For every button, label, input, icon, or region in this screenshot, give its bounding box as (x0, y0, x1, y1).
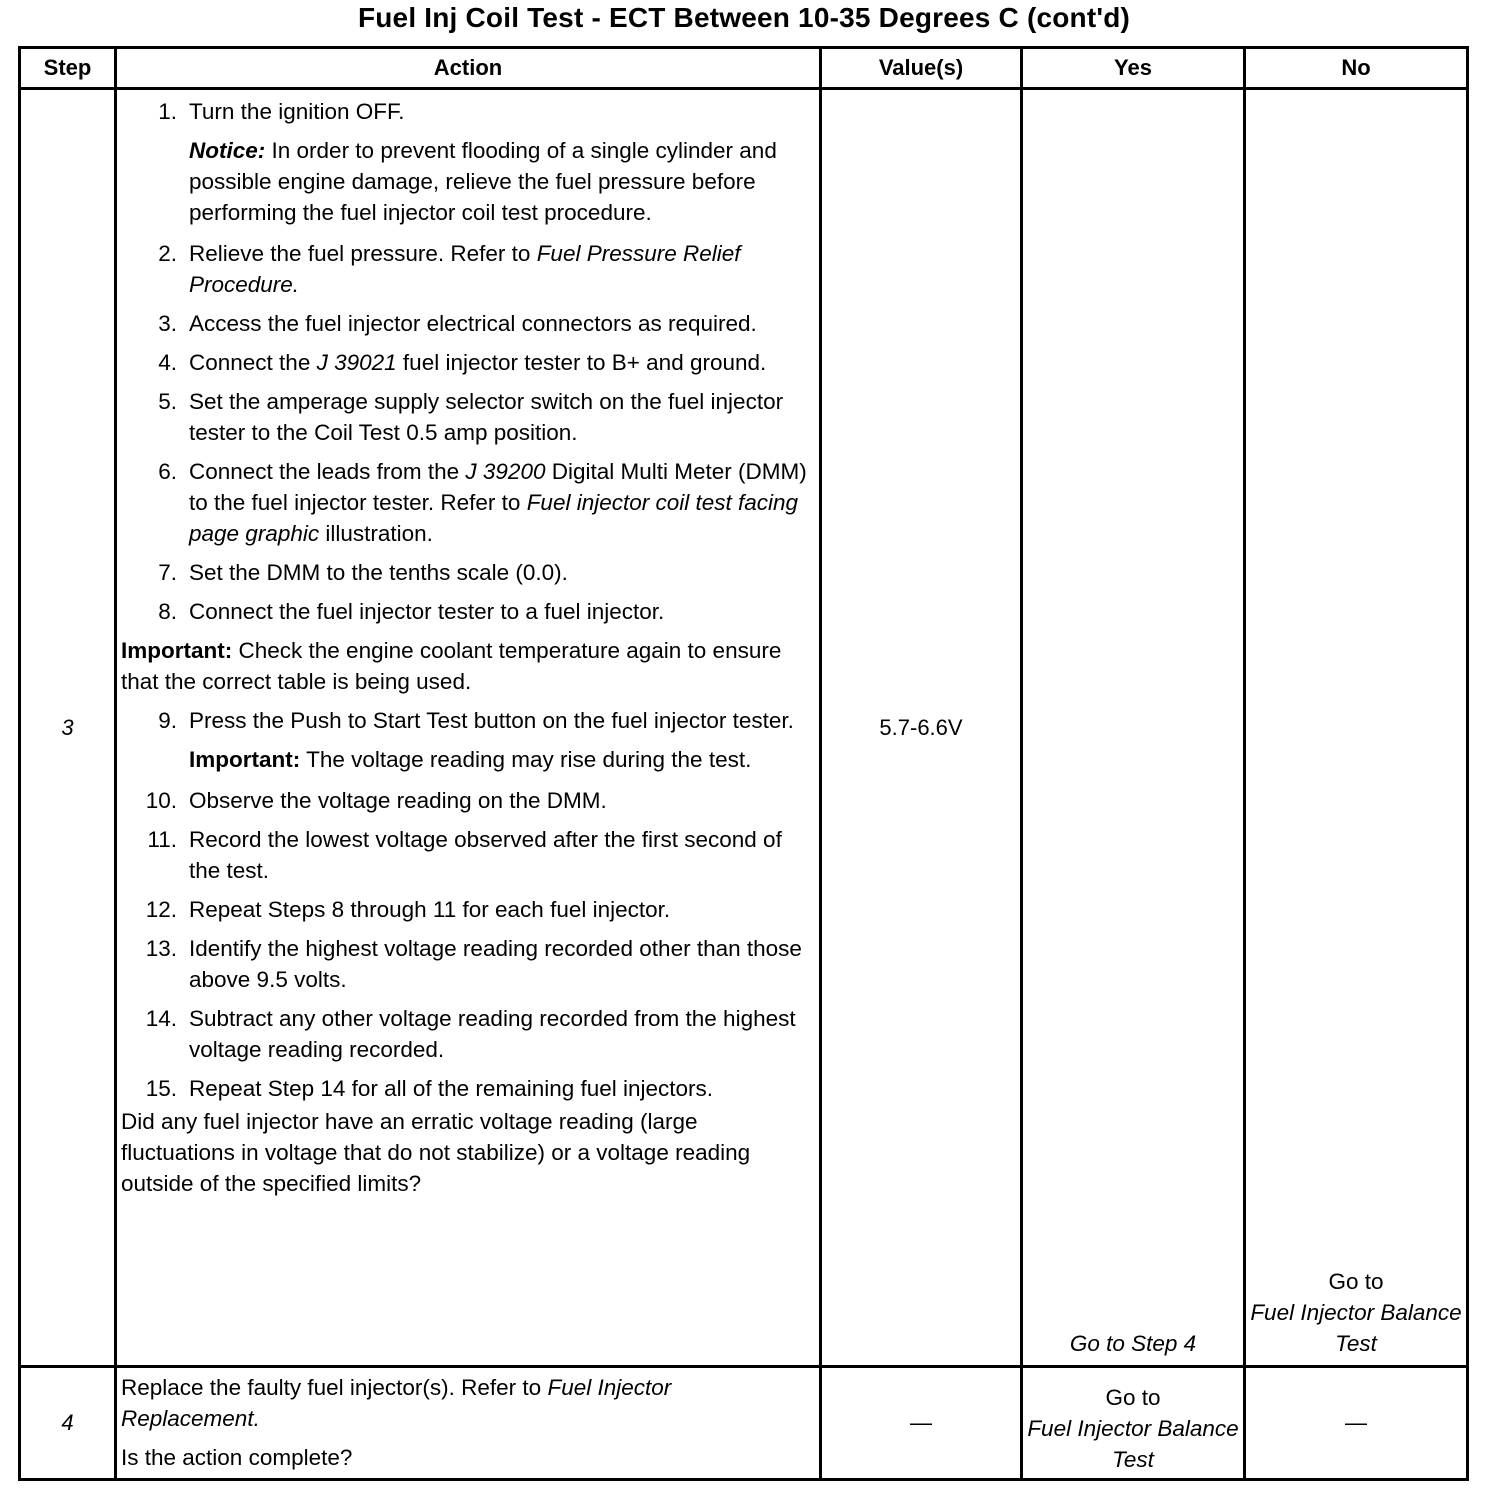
notice-text: In order to prevent flooding of a single cylinder and possible engine damage, relieve the fuel pressure before performing the fuel injector coil test procedure. (189, 138, 777, 225)
step-text: Repeat Steps 8 through 11 for each fuel injector. (189, 897, 671, 922)
step-text: Access the fuel injector electrical connectors as required. (189, 311, 757, 336)
value-cell: — (821, 1367, 1022, 1480)
yes-link[interactable]: Fuel Injector Balance Test (1027, 1416, 1239, 1472)
list-item (121, 347, 809, 378)
list-item (121, 824, 809, 886)
list-item (121, 894, 809, 925)
reference-link[interactable]: Fuel injector coil test facing page graphic (189, 490, 799, 546)
action-cell (116, 1367, 821, 1480)
step-text: Connect the leads from the (189, 459, 466, 484)
important-block (121, 635, 809, 697)
step-index: 13. (145, 936, 177, 961)
important-label: Important: (121, 638, 233, 663)
list-item (121, 933, 809, 995)
header-step: Step (20, 48, 116, 89)
step-text: Observe the voltage reading on the DMM. (189, 788, 607, 813)
step-text: Replace the faulty fuel injector(s). Refer to (121, 1375, 548, 1400)
important-text: The voltage reading may rise during the test. (300, 747, 752, 772)
step-index: 3. (158, 311, 177, 336)
value-cell: 5.7-6.6V (821, 89, 1022, 1367)
step-text: Subtract any other voltage reading recorded from the highest voltage reading recorded. (189, 1006, 796, 1062)
step-number: 4 (20, 1367, 116, 1480)
no-cell (1245, 89, 1468, 1367)
step-text: Connect the (189, 350, 317, 375)
step-number: 3 (20, 89, 116, 1367)
step-index: 10. (145, 788, 177, 813)
yes-link[interactable]: Go to Step 4 (1069, 1331, 1197, 1356)
list-item (121, 785, 809, 816)
step-text: Relieve the fuel pressure. Refer to (189, 241, 537, 266)
header-values: Value(s) (821, 48, 1022, 89)
list-item (121, 308, 809, 339)
list-item (121, 557, 809, 588)
reference-link[interactable]: Fuel Injector Replacement. (121, 1375, 672, 1431)
step-index: 5. (158, 389, 177, 414)
step-index: 2. (158, 241, 177, 266)
procedure-table (18, 46, 1469, 1481)
tool-number: J 39021 (316, 350, 397, 375)
header-row (20, 48, 1468, 89)
important-text: Check the engine coolant temperature again to ensure that the correct table is being used. (121, 638, 782, 694)
important-block (189, 744, 809, 775)
step-index: 6. (158, 459, 177, 484)
list-item (121, 705, 809, 777)
action-steps (121, 705, 809, 1104)
step-index: 8. (158, 599, 177, 624)
step-index: 12. (145, 897, 177, 922)
step-text: Identify the highest voltage reading recorded other than those above 9.5 volts. (189, 936, 802, 992)
step-index: 1. (158, 99, 177, 124)
page-title: Fuel Inj Coil Test - ECT Between 10-35 Degrees C (cont'd) (357, 2, 1131, 33)
header-yes: Yes (1022, 48, 1245, 89)
list-item (121, 1073, 809, 1104)
no-link[interactable]: Fuel Injector Balance Test (1250, 1300, 1462, 1356)
list-item (121, 96, 809, 230)
action-text (121, 1372, 809, 1434)
step-text: Connect the fuel injector tester to a fuel injector. (189, 599, 665, 624)
list-item (121, 386, 809, 448)
step-text: illustration. (319, 521, 433, 546)
no-cell: — (1245, 1367, 1468, 1480)
step-index: 14. (145, 1006, 177, 1031)
step-text: Turn the ignition OFF. (189, 99, 405, 124)
reference-link[interactable]: Fuel Pressure Relief Procedure. (189, 241, 741, 297)
step-index: 11. (147, 827, 177, 852)
step-text: Digital Multi Meter (DMM) to the fuel injector tester. Refer to (189, 459, 807, 515)
question-text: Is the action complete? (121, 1445, 353, 1470)
table-row-step-3 (20, 89, 1468, 1367)
question-text: Did any fuel injector have an erratic voltage reading (large fluctuations in voltage that do not stabilize) or a voltage reading outside of the specified limits? (121, 1109, 751, 1196)
action-cell (116, 89, 821, 1367)
yes-cell (1022, 1367, 1245, 1480)
step-text: Set the DMM to the tenths scale (0.0). (189, 560, 568, 585)
table-row-step-4 (20, 1367, 1468, 1480)
header-action: Action (116, 48, 821, 89)
step-index: 15. (145, 1076, 177, 1101)
step-text: Set the amperage supply selector switch on the fuel injector tester to the Coil Test 0.5 amp position. (189, 389, 784, 445)
action-steps (121, 96, 809, 627)
step-text: Record the lowest voltage observed after the first second of the test. (189, 827, 782, 883)
no-go-to: Go to (1328, 1269, 1384, 1294)
yes-go-to: Go to (1105, 1385, 1161, 1410)
list-item (121, 456, 809, 549)
notice-label: Notice: (189, 138, 266, 163)
important-label: Important: (189, 747, 301, 772)
step-text: Press the Push to Start Test button on the fuel injector tester. (189, 708, 794, 733)
step-index: 4. (158, 350, 177, 375)
list-item (121, 1003, 809, 1065)
step-index: 7. (158, 560, 177, 585)
tool-number: J 39200 (465, 459, 546, 484)
step-text: Repeat Step 14 for all of the remaining fuel injectors. (189, 1076, 714, 1101)
list-item (121, 596, 809, 627)
header-no: No (1245, 48, 1468, 89)
step-text: fuel injector tester to B+ and ground. (396, 350, 767, 375)
notice-block (189, 135, 809, 228)
yes-cell (1022, 89, 1245, 1367)
step-index: 9. (158, 708, 177, 733)
list-item (121, 238, 809, 300)
